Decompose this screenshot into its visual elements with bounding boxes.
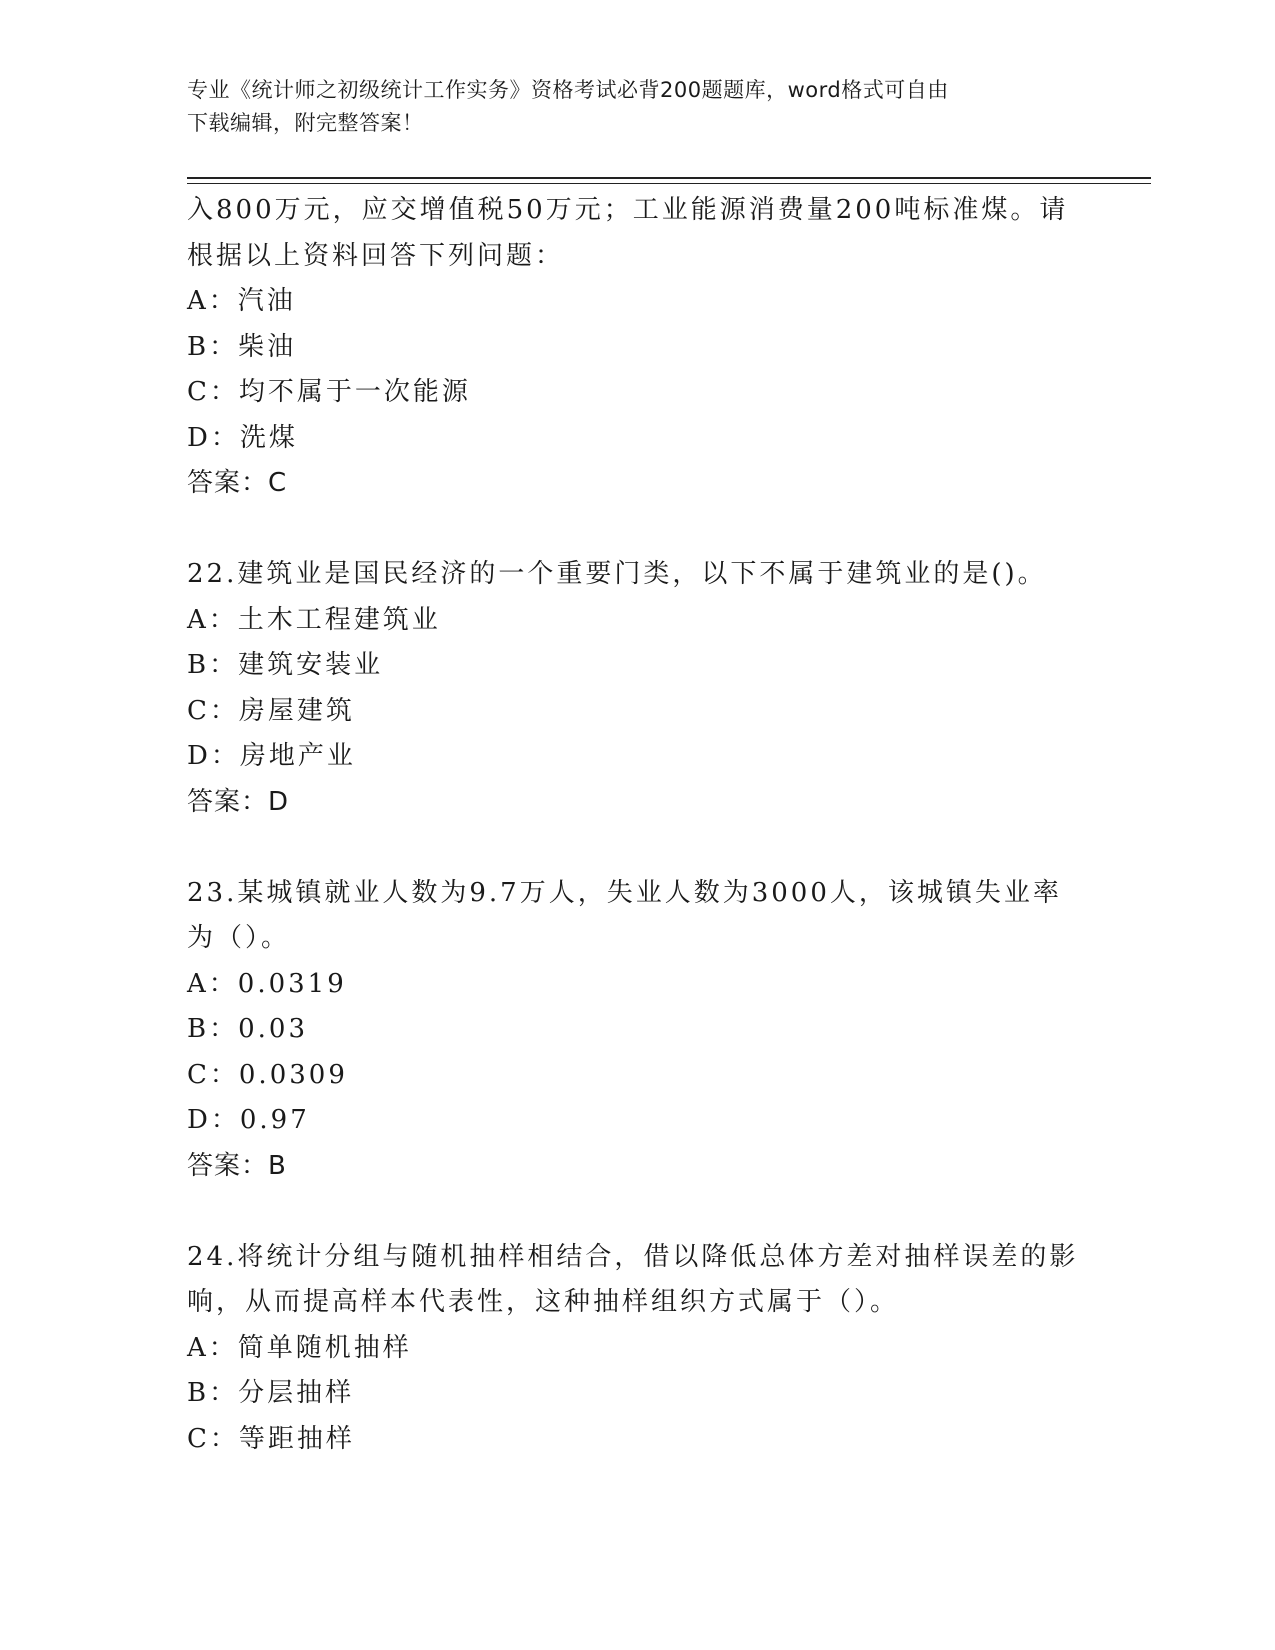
header-title-line-2: 下载编辑，附完整答案！: [187, 111, 424, 135]
question-23-block: [187, 871, 1067, 1190]
question-23-stem-line-2: 为（）。: [187, 923, 291, 953]
question-21-answer: 答案：C: [187, 468, 288, 498]
question-21-option-c: C：均不属于一次能源: [187, 377, 471, 407]
question-21-stem-line-1: 入800万元，应交增值税50万元；工业能源消费量200吨标准煤。请: [187, 195, 1069, 225]
question-21-option-b: B：柴油: [187, 331, 297, 362]
question-21-option-d: D：洗煤: [187, 422, 298, 453]
question-23-option-a: A：0.0319: [187, 968, 347, 999]
question-24-option-b: B：分层抽样: [187, 1378, 355, 1408]
question-list: [187, 188, 1079, 1462]
question-24-option-a: A：简单随机抽样: [187, 1332, 412, 1363]
question-23-stem-line-1: 23.某城镇就业人数为9.7万人，失业人数为3000人，该城镇失业率: [187, 877, 1062, 908]
question-22-answer: 答案：D: [187, 786, 290, 817]
question-24-block: [187, 1235, 1079, 1463]
question-22-stem-line-1: 22.建筑业是国民经济的一个重要门类，以下不属于建筑业的是()。: [187, 559, 1047, 589]
question-24-option-c: C：等距抽样: [187, 1423, 355, 1454]
spacer: [187, 507, 1067, 553]
spacer: [187, 825, 1067, 871]
question-24-stem-line-1: 24.将统计分组与随机抽样相结合，借以降低总体方差对抽样误差的影: [187, 1241, 1079, 1272]
question-23-option-c: C：0.0309: [187, 1059, 348, 1090]
question-22-option-d: D：房地产业: [187, 741, 356, 771]
question-22-option-c: C：房屋建筑: [187, 695, 355, 726]
question-21-stem-line-2: 根据以上资料回答下列问题：: [187, 240, 565, 271]
header-title-line-1: 专业《统计师之初级统计工作实务》资格考试必背200题题库，word格式可自由: [187, 78, 949, 102]
question-23-option-b: B：0.03: [187, 1014, 308, 1044]
question-21-option-a: A：汽油: [187, 286, 296, 316]
document-header: [187, 74, 1087, 140]
question-22-block: [187, 552, 1067, 825]
question-24-stem-line-2: 响，从而提高样本代表性，这种抽样组织方式属于（）。: [187, 1287, 900, 1317]
header-divider-thick: [187, 177, 1151, 179]
spacer: [187, 1189, 1067, 1235]
question-22-option-a: A：土木工程建筑业: [187, 604, 441, 635]
question-23-answer: 答案：B: [187, 1150, 287, 1181]
question-22-option-b: B：建筑安装业: [187, 650, 384, 680]
header-divider-thin: [187, 183, 1151, 184]
question-23-option-d: D：0.97: [187, 1105, 310, 1135]
question-21-block: [187, 188, 1067, 507]
